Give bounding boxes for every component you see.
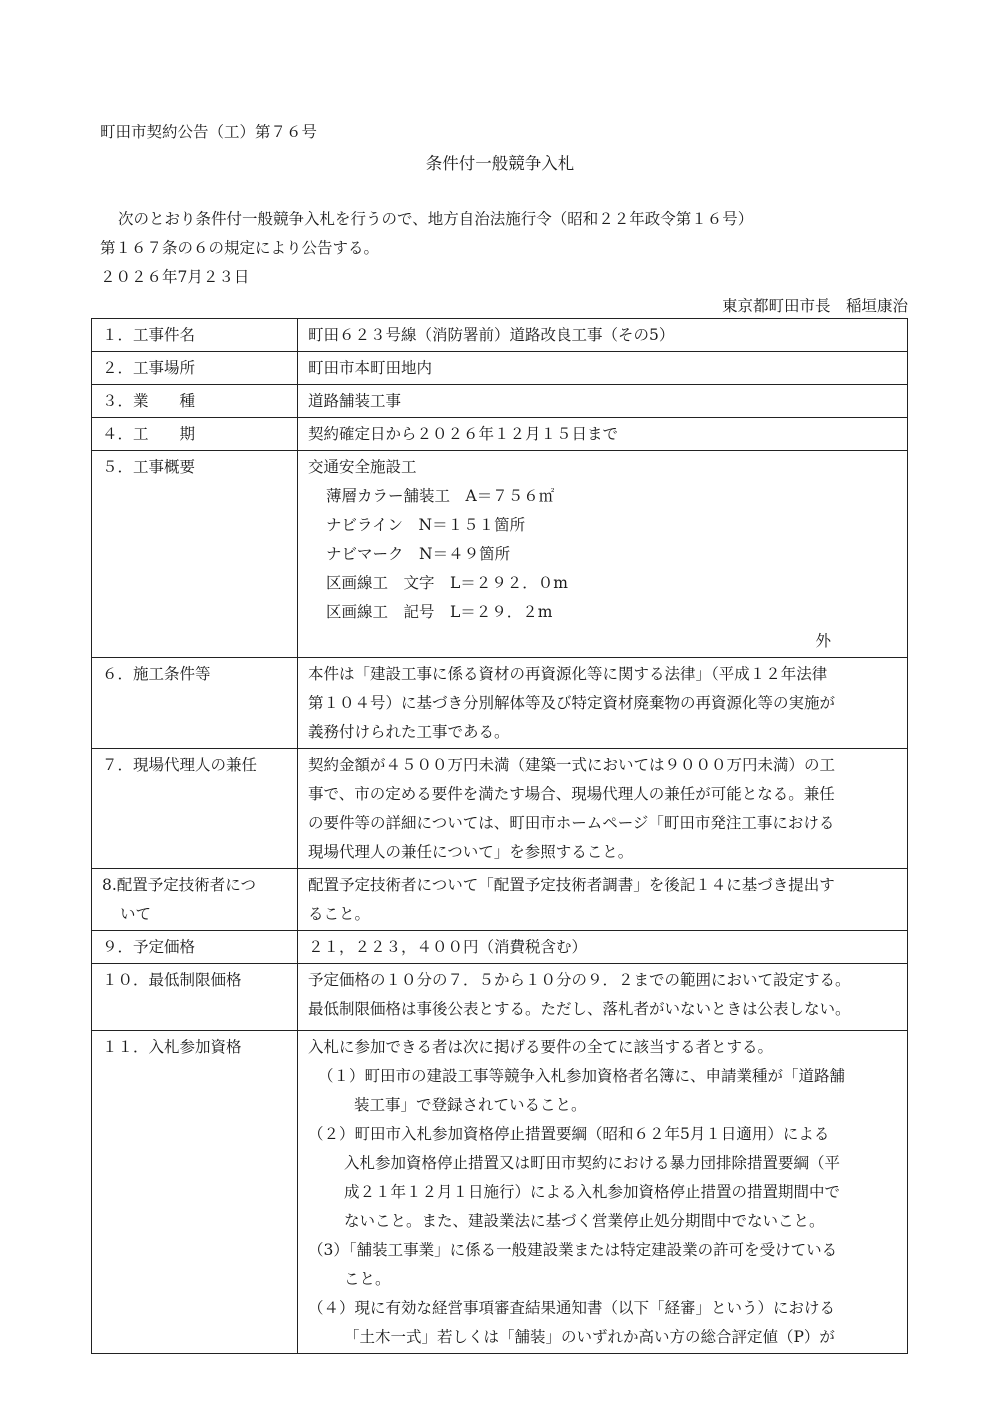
eligibility-item-4-cont: 「土木一式」若しくは「舗装」のいずれか高い方の総合評定値（P）が [344, 1328, 835, 1346]
eligibility-lead: 入札に参加できる者は次に掲げる要件の全てに該当する者とする。 [308, 1038, 774, 1056]
publication-date: ２０２６年7月２３日 [100, 268, 250, 286]
label-period: ４．工 期 [92, 418, 298, 451]
value-minimum-price [298, 964, 908, 1031]
overview-item: 薄層カラー舗装工 A＝７５６㎡ [326, 487, 555, 505]
row-overview [92, 451, 908, 658]
row-estimated-price [92, 931, 908, 964]
label-estimated-price: ９．予定価格 [92, 931, 298, 964]
text-line: 配置予定技術者について「配置予定技術者調書」を後記１４に基づき提出す [308, 876, 835, 894]
eligibility-item-2: （２）町田市入札参加資格停止措置要綱（昭和６２年5月１日適用）による [308, 1125, 830, 1143]
text-line: ること。 [308, 905, 371, 923]
value-estimated-price: ２１，２２３，４００円（消費税含む） [298, 931, 908, 964]
label-project-name: １．工事件名 [92, 319, 298, 352]
text-line: 現場代理人の兼任について」を参照すること。 [308, 843, 634, 861]
text-line: 予定価格の１０分の７．５から１０分の９．２までの範囲において設定する。 [308, 971, 851, 989]
row-minimum-price [92, 964, 908, 1031]
notice-number: 町田市契約公告（工）第７６号 [100, 123, 318, 141]
row-location [92, 352, 908, 385]
eligibility-item-1-cont: 装工事」で登録されていること。 [354, 1096, 587, 1114]
eligibility-item-2-cont: 入札参加資格停止措置又は町田市契約における暴力団排除措置要綱（平 [344, 1154, 841, 1172]
value-project-name: 町田６２３号線（消防署前）道路改良工事（その5） [298, 319, 908, 352]
intro-paragraph [100, 205, 912, 292]
row-conditions [92, 658, 908, 749]
eligibility-item-3-cont: こと。 [344, 1270, 391, 1288]
eligibility-item-3: （3）「舗装工事業」に係る一般建設業または特定建設業の許可を受けている [308, 1241, 838, 1259]
value-conditions [298, 658, 908, 749]
value-eligibility [298, 1031, 908, 1354]
label-category: ３．業 種 [92, 385, 298, 418]
text-line: 最低制限価格は事後公表とする。ただし、落札者がいないときは公表しない。 [308, 1000, 851, 1018]
label-line: いて [120, 905, 152, 923]
overview-item: 区画線工 記号 L＝２９．２m [326, 603, 553, 621]
label-minimum-price: １０．最低制限価格 [92, 964, 298, 1031]
specification-table [91, 318, 908, 1354]
label-site-agent: ７．現場代理人の兼任 [92, 749, 298, 869]
eligibility-item-2-cont: 成２１年１２月１日施行）による入札参加資格停止措置の措置期間中で [344, 1183, 841, 1201]
eligibility-item-4: （４）現に有効な経営事項審査結果通知書（以下「経審」という）における [308, 1299, 836, 1317]
text-line: 事で、市の定める要件を満たす場合、現場代理人の兼任が可能となる。兼任 [308, 785, 835, 803]
row-engineer [92, 869, 908, 931]
text-line: 契約金額が４５００万円未満（建築一式においては９０００万円未満）の工 [308, 756, 836, 774]
value-period: 契約確定日から２０２６年１２月１５日まで [298, 418, 908, 451]
label-conditions: ６．施工条件等 [92, 658, 298, 749]
row-eligibility [92, 1031, 908, 1354]
label-eligibility: １１．入札参加資格 [92, 1031, 298, 1354]
label-line: 8.配置予定技術者につ [102, 876, 256, 894]
text-line: 義務付けられた工事である。 [308, 723, 510, 741]
eligibility-item-1: （１）町田市の建設工事等競争入札参加資格者名簿に、申請業種が「道路舗 [318, 1067, 846, 1085]
intro-line-1: 次のとおり条件付一般競争入札を行うので、地方自治法施行令（昭和２２年政令第１６号） [118, 210, 754, 228]
row-category [92, 385, 908, 418]
value-engineer [298, 869, 908, 931]
intro-line-2: 第１６７条の６の規定により公告する。 [100, 239, 380, 257]
row-site-agent [92, 749, 908, 869]
eligibility-item-2-cont: ないこと。また、建設業法に基づく営業停止処分期間中でないこと。 [344, 1212, 825, 1230]
overview-item: 区画線工 文字 L＝２９２．０m [326, 574, 568, 592]
overview-heading: 交通安全施設工 [308, 458, 417, 476]
value-location: 町田市本町田地内 [298, 352, 908, 385]
overview-item: ナビライン N＝１５１箇所 [326, 516, 526, 534]
signer: 東京都町田市長 稲垣康治 [721, 297, 908, 315]
overview-item: ナビマーク N＝４９箇所 [326, 545, 511, 563]
overview-other: 外 [815, 632, 831, 650]
value-site-agent [298, 749, 908, 869]
text-line: 第１０４号）に基づき分別解体等及び特定資材廃棄物の再資源化等の実施が [308, 694, 836, 712]
text-line: の要件等の詳細については、町田市ホームページ「町田市発注工事における [308, 814, 835, 832]
value-category: 道路舗装工事 [298, 385, 908, 418]
label-overview: ５．工事概要 [92, 451, 298, 658]
label-location: ２．工事場所 [92, 352, 298, 385]
text-line: 本件は「建設工事に係る資材の再資源化等に関する法律」（平成１２年法律 [308, 665, 828, 683]
row-period [92, 418, 908, 451]
value-overview [298, 451, 908, 658]
document-title: 条件付一般競争入札 [425, 154, 575, 173]
label-engineer [92, 869, 298, 931]
row-project-name [92, 319, 908, 352]
